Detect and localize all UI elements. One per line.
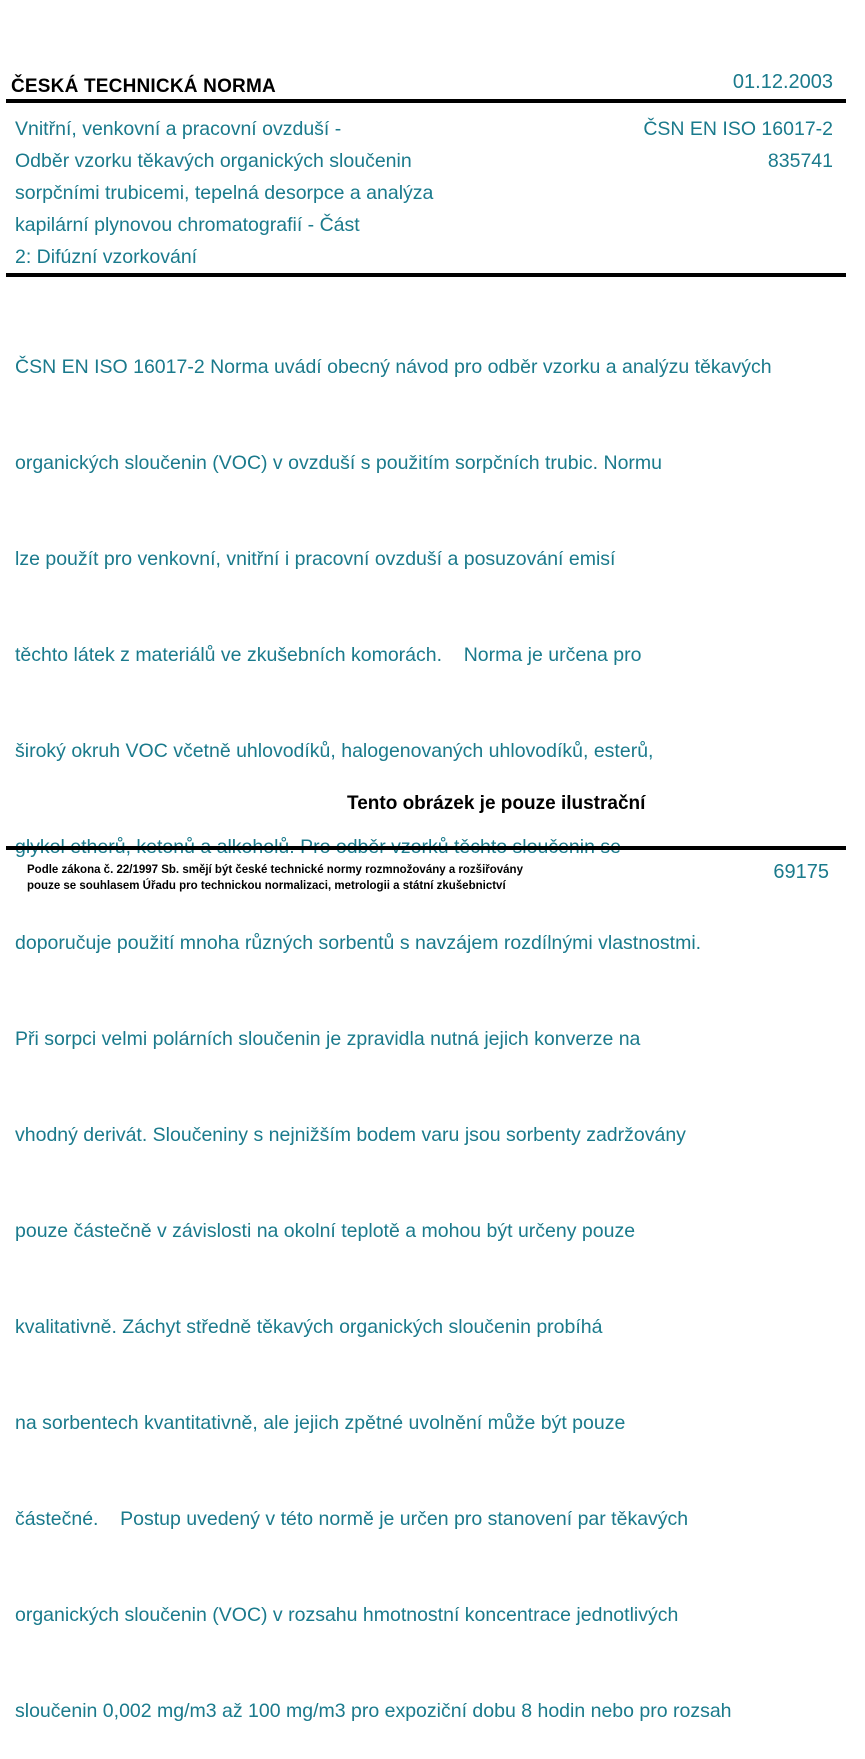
title-line: 2: Difúzní vzorkování bbox=[15, 246, 198, 268]
standard-code: ČSN EN ISO 16017-2 bbox=[643, 118, 833, 140]
legal-notice bbox=[27, 862, 523, 894]
title-line: Odběr vzorku těkavých organických sloučenin bbox=[15, 150, 412, 172]
illustration-note: Tento obrázek je pouze ilustrační bbox=[347, 793, 646, 814]
title-line: sorpčními trubicemi, tepelná desorpce a analýza bbox=[15, 182, 434, 204]
abstract-line: kvalitativně. Záchyt středně těkavých organických sloučenin probíhá bbox=[15, 1316, 603, 1338]
abstract-line: sloučenin 0,002 mg/m3 až 100 mg/m3 pro expoziční dobu 8 hodin nebo pro rozsah bbox=[15, 1700, 732, 1722]
abstract-line: těchto látek z materiálů ve zkušebních komorách. Norma je určena pro bbox=[15, 644, 642, 666]
catalog-number: 69175 bbox=[773, 861, 829, 883]
abstract-line: organických sloučenin (VOC) v rozsahu hmotnostní koncentrace jednotlivých bbox=[15, 1604, 679, 1626]
abstract-line: pouze částečně v závislosti na okolní teplotě a mohou být určeny pouze bbox=[15, 1220, 636, 1242]
abstract-line: Při sorpci velmi polárních sloučenin je zpravidla nutná jejich konverze na bbox=[15, 1028, 641, 1050]
legal-line: Podle zákona č. 22/1997 Sb. smějí být české technické normy rozmnožovány a rozšiřovány bbox=[27, 864, 523, 876]
document-type-heading: ČESKÁ TECHNICKÁ NORMA bbox=[11, 76, 276, 97]
footer-divider bbox=[6, 846, 846, 850]
title-line: Vnitřní, venkovní a pracovní ovzduší - bbox=[15, 118, 342, 140]
legal-line: pouze se souhlasem Úřadu pro technickou normalizaci, metrologii a státní zkušebnictví bbox=[27, 880, 506, 892]
abstract-line: organických sloučenin (VOC) v ovzduší s použitím sorpčních trubic. Normu bbox=[15, 452, 662, 474]
title-divider bbox=[6, 273, 846, 277]
abstract-line: široký okruh VOC včetně uhlovodíků, halogenovaných uhlovodíků, esterů, bbox=[15, 740, 654, 762]
publication-date: 01.12.2003 bbox=[732, 71, 833, 93]
title-line: kapilární plynovou chromatografií - Část bbox=[15, 214, 360, 236]
class-number: 835741 bbox=[767, 150, 833, 172]
abstract-line: na sorbentech kvantitativně, ale jejich zpětné uvolnění může být pouze bbox=[15, 1412, 626, 1434]
abstract-line: ČSN EN ISO 16017-2 Norma uvádí obecný návod pro odběr vzorku a analýzu těkavých bbox=[15, 356, 772, 378]
standard-identifiers bbox=[643, 113, 833, 177]
abstract-text bbox=[15, 287, 772, 1759]
standard-title bbox=[15, 113, 433, 273]
header-divider bbox=[6, 99, 846, 103]
abstract-line: vhodný derivát. Sloučeniny s nejnižším bodem varu jsou sorbenty zadržovány bbox=[15, 1124, 686, 1146]
abstract-line: doporučuje použití mnoha různých sorbentů s navzájem rozdílnými vlastnostmi. bbox=[15, 932, 702, 954]
abstract-line: lze použít pro venkovní, vnitřní i pracovní ovzduší a posuzování emisí bbox=[15, 548, 616, 570]
abstract-line: částečné. Postup uvedený v této normě je určen pro stanovení par těkavých bbox=[15, 1508, 689, 1530]
